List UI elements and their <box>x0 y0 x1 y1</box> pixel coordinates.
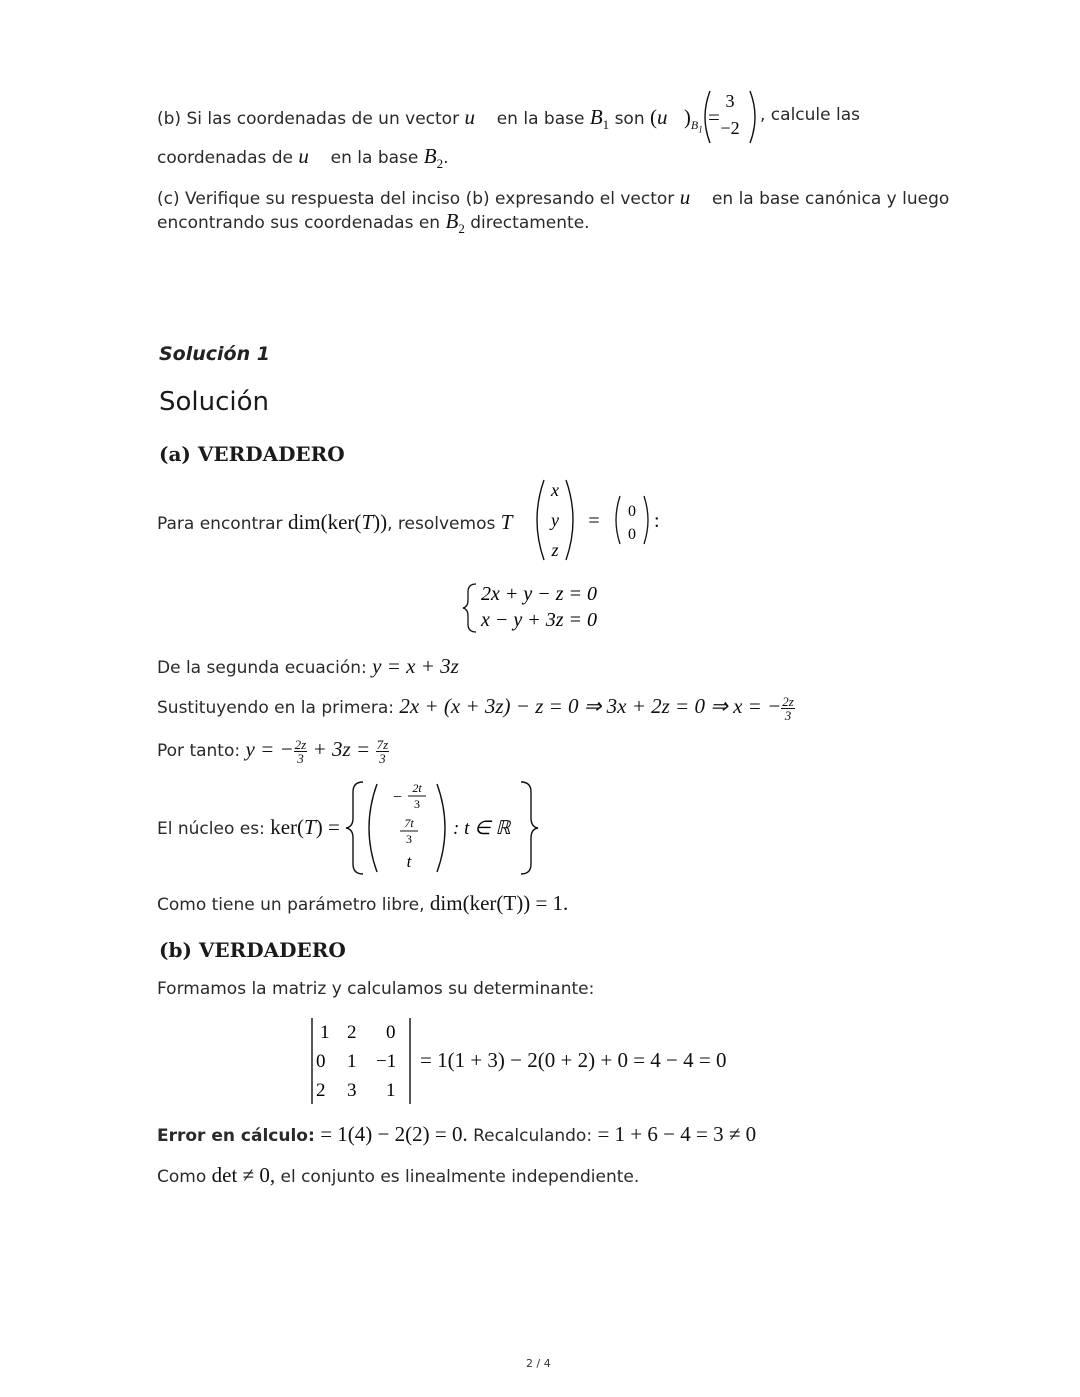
vec-top: 3 <box>725 91 735 111</box>
svg-text:2t: 2t <box>412 781 422 795</box>
second-equation: De la segunda ecuación: y = x + 3z <box>157 654 459 678</box>
conclusion-line: Como det ≠ 0, el conjunto es linealmente independiente. <box>157 1163 640 1187</box>
system-eq1: 2x + y − z = 0 <box>481 583 598 605</box>
por-tanto: Por tanto: y = − $\frac{2z}{3}$ + 3z = $\frac{7z}{3}$ <box>157 736 389 766</box>
kernel-set <box>345 778 540 878</box>
svg-text:x: x <box>551 480 559 500</box>
determinant-matrix <box>306 1016 421 1108</box>
m-r1c1: 1 <box>347 1051 357 1072</box>
m-r0c1: 2 <box>347 1022 357 1043</box>
page-number: 2 / 4 <box>526 1357 551 1370</box>
m-r0c2: 0 <box>386 1022 396 1043</box>
svg-text:0: 0 <box>628 526 636 543</box>
section-b-intro: Formamos la matriz y calculamos su determinante: <box>157 979 595 999</box>
part-b-line2: coordenadas de u⃗ en la base $B_2$. <box>157 144 449 172</box>
determinant-equation: = 1(1 + 3) − 2(0 + 2) + 0 = 4 − 4 = 0 <box>420 1048 727 1072</box>
vector-u-b1 <box>698 88 762 146</box>
kernel-set-condition: : t ∈ ℝ <box>453 818 511 839</box>
svg-text:y: y <box>551 510 559 530</box>
vec-bottom: −2 <box>720 118 740 138</box>
svg-text:3: 3 <box>414 797 420 811</box>
linear-system <box>462 580 632 636</box>
solucion-label: Solución 1 <box>159 343 270 365</box>
section-a-title: (a) VERDADERO <box>159 442 345 466</box>
svg-text:=: = <box>588 510 600 532</box>
part-b-line1: (b) Si las coordenadas de un vector u⃗ en la base $B_1$ son $(u⃗)_{B_1}$ = <box>157 105 720 135</box>
svg-text:7t: 7t <box>404 816 414 830</box>
m-r2c2: 1 <box>386 1080 396 1101</box>
part-c-line1: (c) Verifique su respuesta del inciso (b) expresando el vector u⃗ en la base canónica y luego <box>157 185 950 209</box>
svg-text:z: z <box>551 540 559 560</box>
svg-text:t: t <box>406 852 412 871</box>
section-b-title: (b) VERDADERO <box>159 938 346 962</box>
m-r2c0: 2 <box>316 1080 326 1101</box>
svg-text:3: 3 <box>406 832 412 846</box>
part-b-line1-tail: , calcule las <box>760 105 860 125</box>
svg-text:−: − <box>393 789 403 806</box>
como-dimension: Como tiene un parámetro libre, dim(ker(T)) = 1. <box>157 891 569 915</box>
system-eq2: x − y + 3z = 0 <box>481 609 598 631</box>
substitution: Sustituyendo en la primera: 2x + (x + 3z) − z = 0 ⇒ 3x + 2z = 0 ⇒ x = − $\frac{2z}{3}$ <box>157 693 794 723</box>
section-a-intro: Para encontrar dim(ker(T)), resolvemos T <box>157 510 513 534</box>
m-r1c2: −1 <box>376 1051 397 1072</box>
error-line: Error en cálculo: = 1(4) − 2(2) = 0. Recalculando: = 1 + 6 − 4 = 3 ≠ 0 <box>157 1122 757 1146</box>
svg-text:0: 0 <box>628 503 636 520</box>
m-r2c1: 3 <box>347 1080 357 1101</box>
nucleo-label: El núcleo es: ker(T) = <box>157 815 340 839</box>
solucion-title: Solución <box>159 387 270 417</box>
svg-text::: : <box>654 510 660 532</box>
part-c-line2: encontrando sus coordenadas en $B_2$ directamente. <box>157 209 590 237</box>
m-r0c0: 1 <box>320 1022 330 1043</box>
kernel-equation <box>530 476 665 564</box>
m-r1c0: 0 <box>316 1051 326 1072</box>
